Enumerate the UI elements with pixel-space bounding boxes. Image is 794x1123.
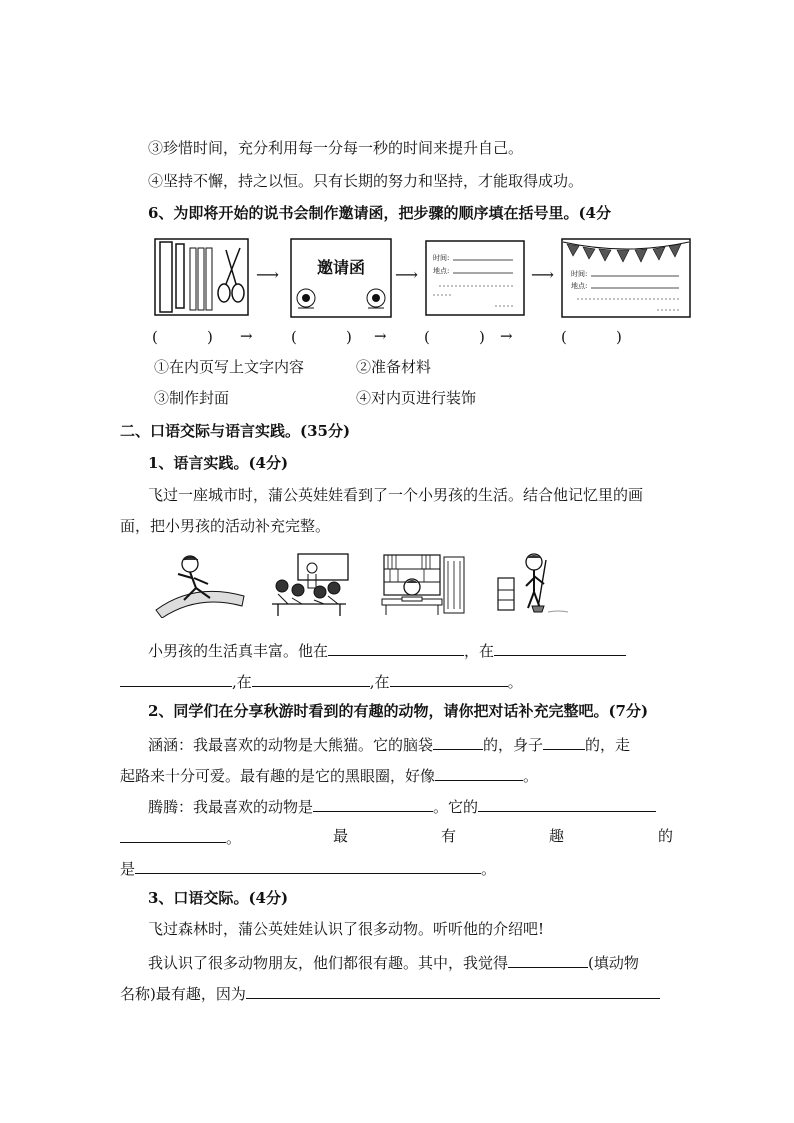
hanhan-period: 。	[523, 767, 539, 785]
tengteng-line1	[148, 795, 656, 817]
q5-option-4: ④坚持不懈，持之以恒。只有长期的努力和坚持，才能取得成功。	[148, 172, 584, 190]
spread-char-3: 趣	[549, 827, 565, 845]
picture-classroom	[268, 550, 350, 618]
s2q1-fill-comma-3: ,在	[369, 673, 390, 691]
q5-option-3: ③珍惜时间，充分利用每一分每一秒的时间来提升自己。	[148, 139, 524, 157]
fill-blank-animal-feature[interactable]	[478, 795, 656, 812]
picture-sweeping	[496, 550, 572, 616]
s2q3-para3-text-a: 名称)最有趣，因为	[120, 985, 246, 1003]
fill-blank-activity-4[interactable]	[252, 670, 370, 687]
tengteng-shi: 是	[120, 860, 136, 878]
hanhan-text-a: 涵涵：我最喜欢的动物是大熊猫。它的脑袋	[148, 736, 434, 754]
answer-paren-4-close: )	[616, 328, 622, 346]
fill-blank-activity-3[interactable]	[120, 670, 232, 687]
tengteng-line2-period: 。	[226, 829, 242, 847]
s2q3-para2	[148, 951, 639, 973]
fill-blank-activity-5[interactable]	[390, 670, 508, 687]
picture-running	[154, 552, 246, 618]
s2q1-fill-comma-2: ,在	[232, 673, 252, 691]
step-image-inner-text	[425, 240, 525, 316]
step-arrow-3: ⟶	[531, 265, 554, 284]
answer-paren-3-close: )	[479, 328, 485, 346]
step-arrow-1: ⟶	[256, 265, 279, 284]
s2q1-fill-period: 。	[507, 673, 523, 691]
step-option-1: ①在内页写上文字内容	[154, 358, 305, 376]
s2q1-fill-text-a: 小男孩的生活真丰富。他在	[148, 642, 329, 660]
s2q3-para3	[120, 982, 660, 1004]
s2q3-para2-text-b: (填动物	[588, 954, 639, 972]
tengteng-line2-blank	[120, 826, 241, 848]
answer-paren-2-open: (	[291, 328, 297, 346]
answer-arrow-3: →	[500, 327, 513, 345]
s2q3-title: 3、口语交际。(4分)	[148, 889, 289, 907]
fill-blank-animal-feature-cont[interactable]	[120, 826, 226, 843]
decorated-place-label: 地点:	[571, 282, 588, 290]
step-image-materials	[154, 238, 249, 316]
step-option-4: ④对内页进行装饰	[356, 389, 477, 407]
card-place-label: 地点:	[433, 267, 450, 275]
s2q1-title: 1、语言实践。(4分)	[148, 454, 289, 472]
hanhan-line1	[148, 733, 630, 755]
answer-arrow-1: →	[240, 327, 253, 345]
card-time-label: 时间:	[433, 254, 450, 262]
answer-paren-1-close: )	[207, 328, 213, 346]
fill-blank-panda-body[interactable]	[543, 733, 585, 750]
tengteng-text-b: 。它的	[433, 798, 479, 816]
decorated-time-label: 时间:	[571, 270, 588, 278]
tengteng-line3	[120, 857, 496, 879]
hanhan-text-b: 的，身子	[483, 736, 544, 754]
step-option-2: ②准备材料	[356, 358, 432, 376]
fill-blank-most-interesting[interactable]	[135, 857, 481, 874]
q6-title: 6、为即将开始的说书会制作邀请函，把步骤的顺序填在括号里。(4分	[148, 204, 611, 222]
s2q1-para-line1: 飞过一座城市时，蒲公英娃娃看到了一个小男孩的生活。结合他记忆里的画	[148, 486, 644, 504]
hanhan-line2	[120, 764, 538, 786]
fill-blank-panda-head[interactable]	[433, 733, 483, 750]
step-image-cover	[290, 238, 392, 318]
cover-title: 邀请函	[316, 258, 366, 277]
s2q3-para1: 飞过森林时，蒲公英娃娃认识了很多动物。听听他的介绍吧!	[148, 920, 545, 938]
answer-paren-1-open: (	[152, 328, 158, 346]
section-2-title: 二、口语交际与语言实践。(35分)	[120, 422, 351, 440]
step-option-3: ③制作封面	[154, 389, 230, 407]
answer-paren-4-open: (	[561, 328, 567, 346]
s2q2-title: 2、同学们在分享秋游时看到的有趣的动物，请你把对话补充完整吧。(7分)	[148, 702, 649, 720]
spread-char-2: 有	[441, 827, 457, 845]
fill-blank-eye-circles[interactable]	[435, 764, 523, 781]
fill-blank-favorite-animal[interactable]	[313, 795, 433, 812]
step-arrow-2: ⟶	[395, 265, 418, 284]
fill-blank-activity-2[interactable]	[494, 639, 626, 656]
s2q1-fill-line1	[148, 639, 626, 661]
s2q1-para-line2: 面，把小男孩的活动补充完整。	[120, 517, 331, 535]
fill-blank-reason[interactable]	[246, 982, 660, 999]
answer-paren-2-close: )	[346, 328, 352, 346]
picture-reading	[378, 551, 466, 617]
fill-blank-animal-name[interactable]	[508, 951, 588, 968]
fill-blank-activity-1[interactable]	[328, 639, 464, 656]
step-image-decorated	[561, 238, 691, 318]
answer-paren-3-open: (	[424, 328, 430, 346]
answer-arrow-2: →	[374, 327, 387, 345]
hanhan-text-c: 的，走	[585, 736, 631, 754]
s2q1-fill-comma-1: ，在	[464, 642, 495, 660]
spread-char-1: 最	[333, 827, 349, 845]
spread-char-4: 的	[658, 827, 674, 845]
tengteng-line3-period: 。	[481, 860, 497, 878]
hanhan-text-d: 起路来十分可爱。最有趣的是它的黑眼圈，好像	[120, 767, 436, 785]
s2q3-para2-text-a: 我认识了很多动物朋友，他们都很有趣。其中，我觉得	[148, 954, 509, 972]
tengteng-text-a: 腾腾：我最喜欢的动物是	[148, 798, 314, 816]
s2q1-fill-line2	[120, 670, 523, 692]
